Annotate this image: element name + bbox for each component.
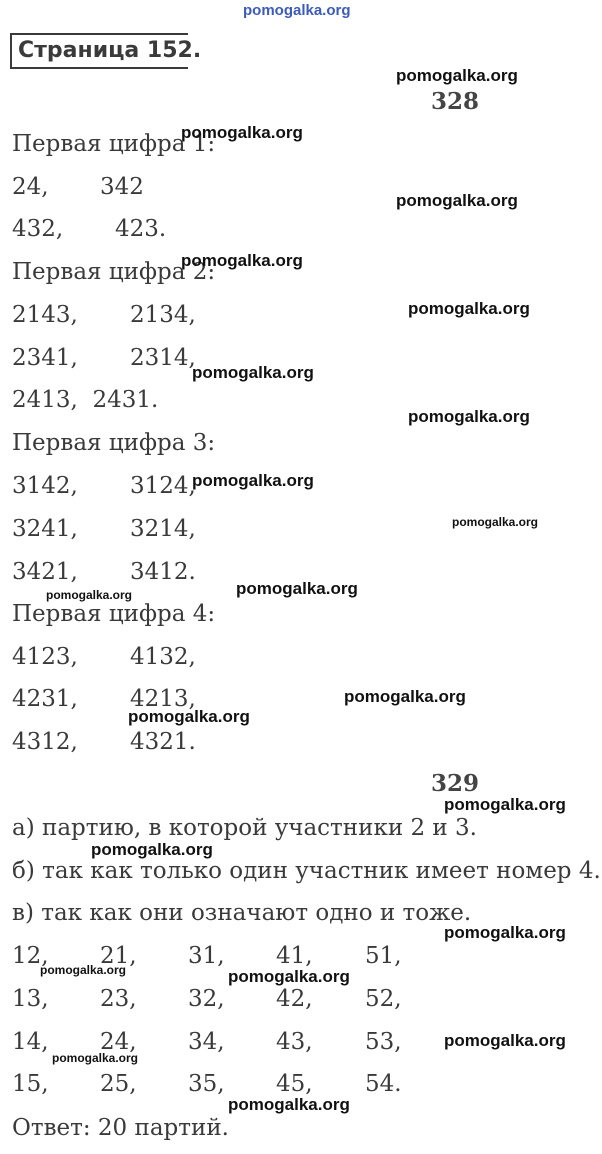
watermark: pomogalka.org [444, 795, 566, 814]
grid-cell: 51, [365, 943, 402, 969]
final-answer: Ответ: 20 партий. [12, 1115, 229, 1141]
grid-cell: 25, [100, 1071, 137, 1097]
value-cell: 4231, [12, 686, 78, 712]
watermark: pomogalka.org [344, 687, 466, 706]
value-cell: 3124, [130, 473, 196, 499]
watermark: pomogalka.org [396, 191, 518, 210]
task-329-number: 329 [431, 770, 480, 797]
watermark: pomogalka.org [396, 66, 518, 85]
grid-cell: 34, [188, 1029, 225, 1055]
watermark: pomogalka.org [228, 967, 350, 986]
watermark: pomogalka.org [128, 707, 250, 726]
page-label: Страница 152. [18, 38, 202, 63]
value-cell: 4312, [12, 729, 78, 755]
value-cell: 432, [12, 216, 64, 242]
grid-cell: 13, [12, 986, 49, 1012]
value-cell: 342 [100, 174, 144, 200]
watermark: pomogalka.org [91, 840, 213, 859]
watermark: pomogalka.org [236, 579, 358, 598]
grid-cell: 45, [276, 1071, 313, 1097]
value-cell: 4123, [12, 644, 78, 670]
value-cell: 2314, [130, 345, 196, 371]
grid-cell: 23, [100, 986, 137, 1012]
watermark: pomogalka.org [444, 1031, 566, 1050]
value-cell: 3214, [130, 516, 196, 542]
watermark: pomogalka.org [40, 963, 127, 977]
value-cell: 2413, 2431. [12, 387, 159, 413]
watermark: pomogalka.org [192, 363, 314, 382]
group-3-heading: Первая цифра 3: [12, 430, 216, 456]
value-cell: 2134, [130, 302, 196, 328]
grid-cell: 24, [100, 1029, 137, 1055]
grid-cell: 14, [12, 1029, 49, 1055]
grid-cell: 31, [188, 943, 225, 969]
watermark: pomogalka.org [192, 471, 314, 490]
grid-cell: 54. [365, 1071, 402, 1097]
grid-cell: 43, [276, 1029, 313, 1055]
grid-cell: 32, [188, 986, 225, 1012]
value-cell: 3421, [12, 559, 78, 585]
grid-cell: 52, [365, 986, 402, 1012]
grid-cell: 53, [365, 1029, 402, 1055]
site-header-watermark: pomogalka.org [243, 2, 351, 19]
watermark: pomogalka.org [408, 407, 530, 426]
value-cell: 4213, [130, 686, 196, 712]
watermark: pomogalka.org [46, 588, 133, 602]
value-cell: 3412. [130, 559, 196, 585]
group-1-heading: Первая цифра 1: [12, 131, 216, 157]
watermark: pomogalka.org [181, 251, 303, 270]
value-cell: 3142, [12, 473, 78, 499]
watermark: pomogalka.org [444, 923, 566, 942]
grid-cell: 15, [12, 1071, 49, 1097]
answer-c: в) так как они означают одно и тоже. [12, 900, 472, 926]
value-cell: 24, [12, 174, 49, 200]
value-cell: 4132, [130, 644, 196, 670]
watermark: pomogalka.org [181, 123, 303, 142]
watermark: pomogalka.org [452, 515, 539, 529]
group-4-heading: Первая цифра 4: [12, 601, 216, 627]
grid-cell: 35, [188, 1071, 225, 1097]
answer-a: а) партию, в которой участники 2 и 3. [12, 815, 477, 841]
value-cell: 423. [115, 216, 167, 242]
value-cell: 3241, [12, 516, 78, 542]
value-cell: 2341, [12, 345, 78, 371]
watermark: pomogalka.org [228, 1095, 350, 1114]
answer-b: б) так как только один участник имеет номер 4. [12, 858, 601, 884]
group-2-heading: Первая цифра 2: [12, 259, 216, 285]
watermark: pomogalka.org [408, 299, 530, 318]
value-cell: 2143, [12, 302, 78, 328]
grid-cell: 12, [12, 943, 49, 969]
watermark: pomogalka.org [52, 1051, 139, 1065]
grid-cell: 21, [100, 943, 137, 969]
value-cell: 4321. [130, 729, 196, 755]
grid-cell: 42, [276, 986, 313, 1012]
task-328-number: 328 [431, 88, 480, 115]
grid-cell: 41, [276, 943, 313, 969]
